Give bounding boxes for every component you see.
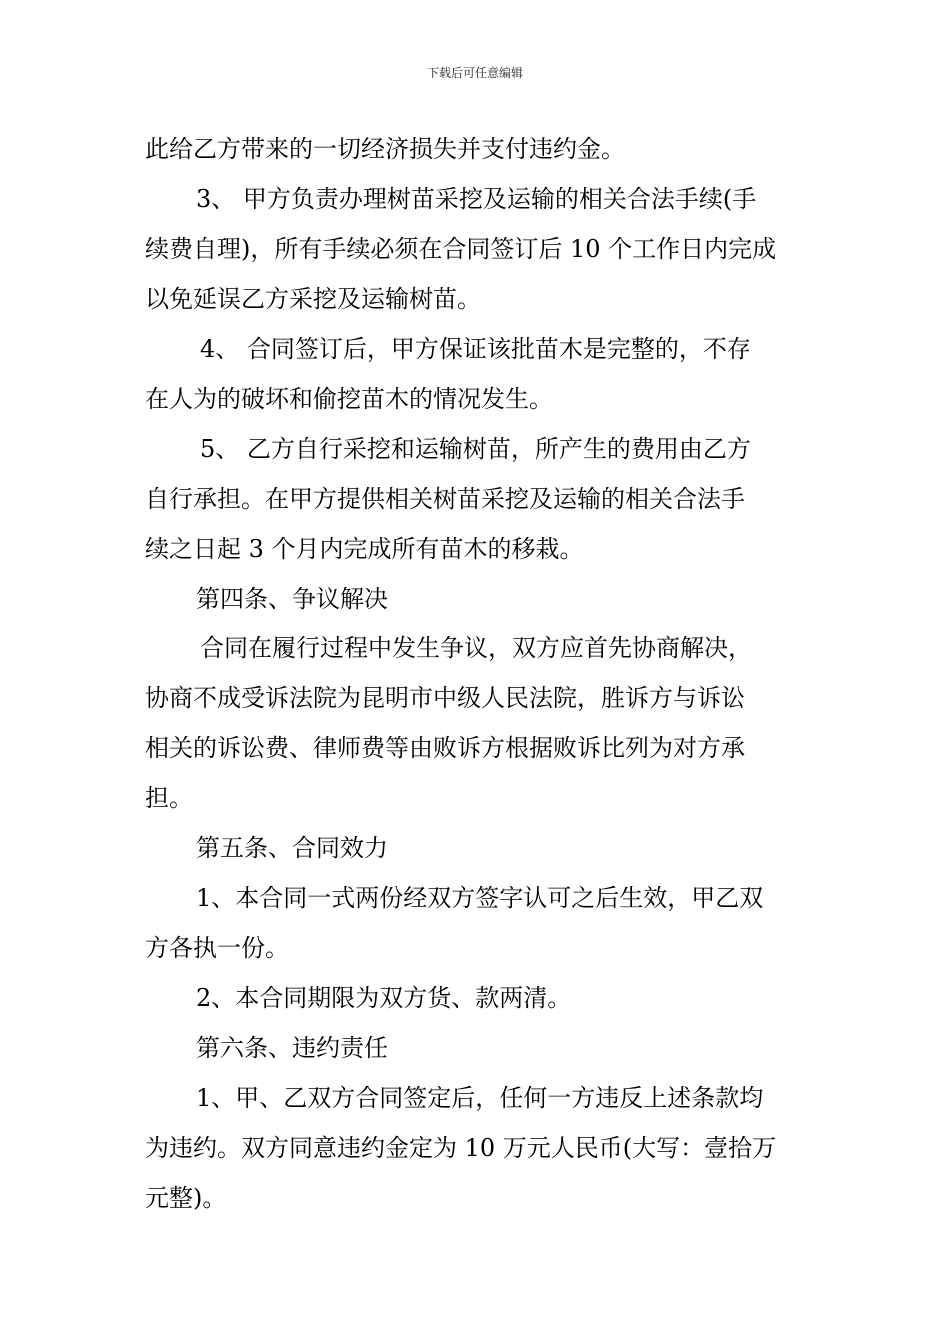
text-line: 相关的诉讼费、律师费等由败诉方根据败诉比列为对方承 (145, 734, 745, 762)
text-line: 方各执一份。 (145, 934, 289, 962)
section-heading: 第五条、合同效力 (196, 834, 388, 862)
text-line: 2、本合同期限为双方货、款两清。 (196, 984, 572, 1012)
text-line: 元整)。 (145, 1184, 227, 1212)
text-line: 5、 乙方自行采挖和运输树苗，所产生的费用由乙方 (200, 435, 751, 463)
text-line: 自行承担。在甲方提供相关树苗采挖及运输的相关合法手 (145, 485, 745, 513)
text-line: 担。 (145, 784, 193, 812)
text-line: 此给乙方带来的一切经济损失并支付违约金。 (145, 135, 625, 163)
section-heading: 第四条、争议解决 (196, 585, 388, 613)
text-line: 4、 合同签订后，甲方保证该批苗木是完整的，不存 (200, 335, 751, 363)
text-line: 1、甲、乙双方合同签定后，任何一方违反上述条款均 (196, 1084, 764, 1112)
text-line: 在人为的破坏和偷挖苗木的情况发生。 (145, 385, 553, 413)
text-line: 1、本合同一式两份经双方签字认可之后生效，甲乙双 (196, 884, 764, 912)
text-line: 以免延误乙方采挖及运输树苗。 (145, 285, 481, 313)
text-line: 协商不成受诉法院为昆明市中级人民法院，胜诉方与诉讼 (145, 684, 745, 712)
page-header-note: 下载后可任意编辑 (426, 66, 523, 80)
text-line: 合同在履行过程中发生争议，双方应首先协商解决， (200, 634, 752, 662)
text-line: 续之日起 3 个月内完成所有苗木的移栽。 (145, 535, 584, 563)
text-line: 3、 甲方负责办理树苗采挖及运输的相关合法手续(手 (196, 185, 757, 213)
text-line: 为违约。双方同意违约金定为 10 万元人民币(大写：壹拾万 (145, 1134, 777, 1162)
text-line: 续费自理)，所有手续必须在合同签订后 10 个工作日内完成 (145, 235, 777, 263)
section-heading: 第六条、违约责任 (196, 1034, 388, 1062)
